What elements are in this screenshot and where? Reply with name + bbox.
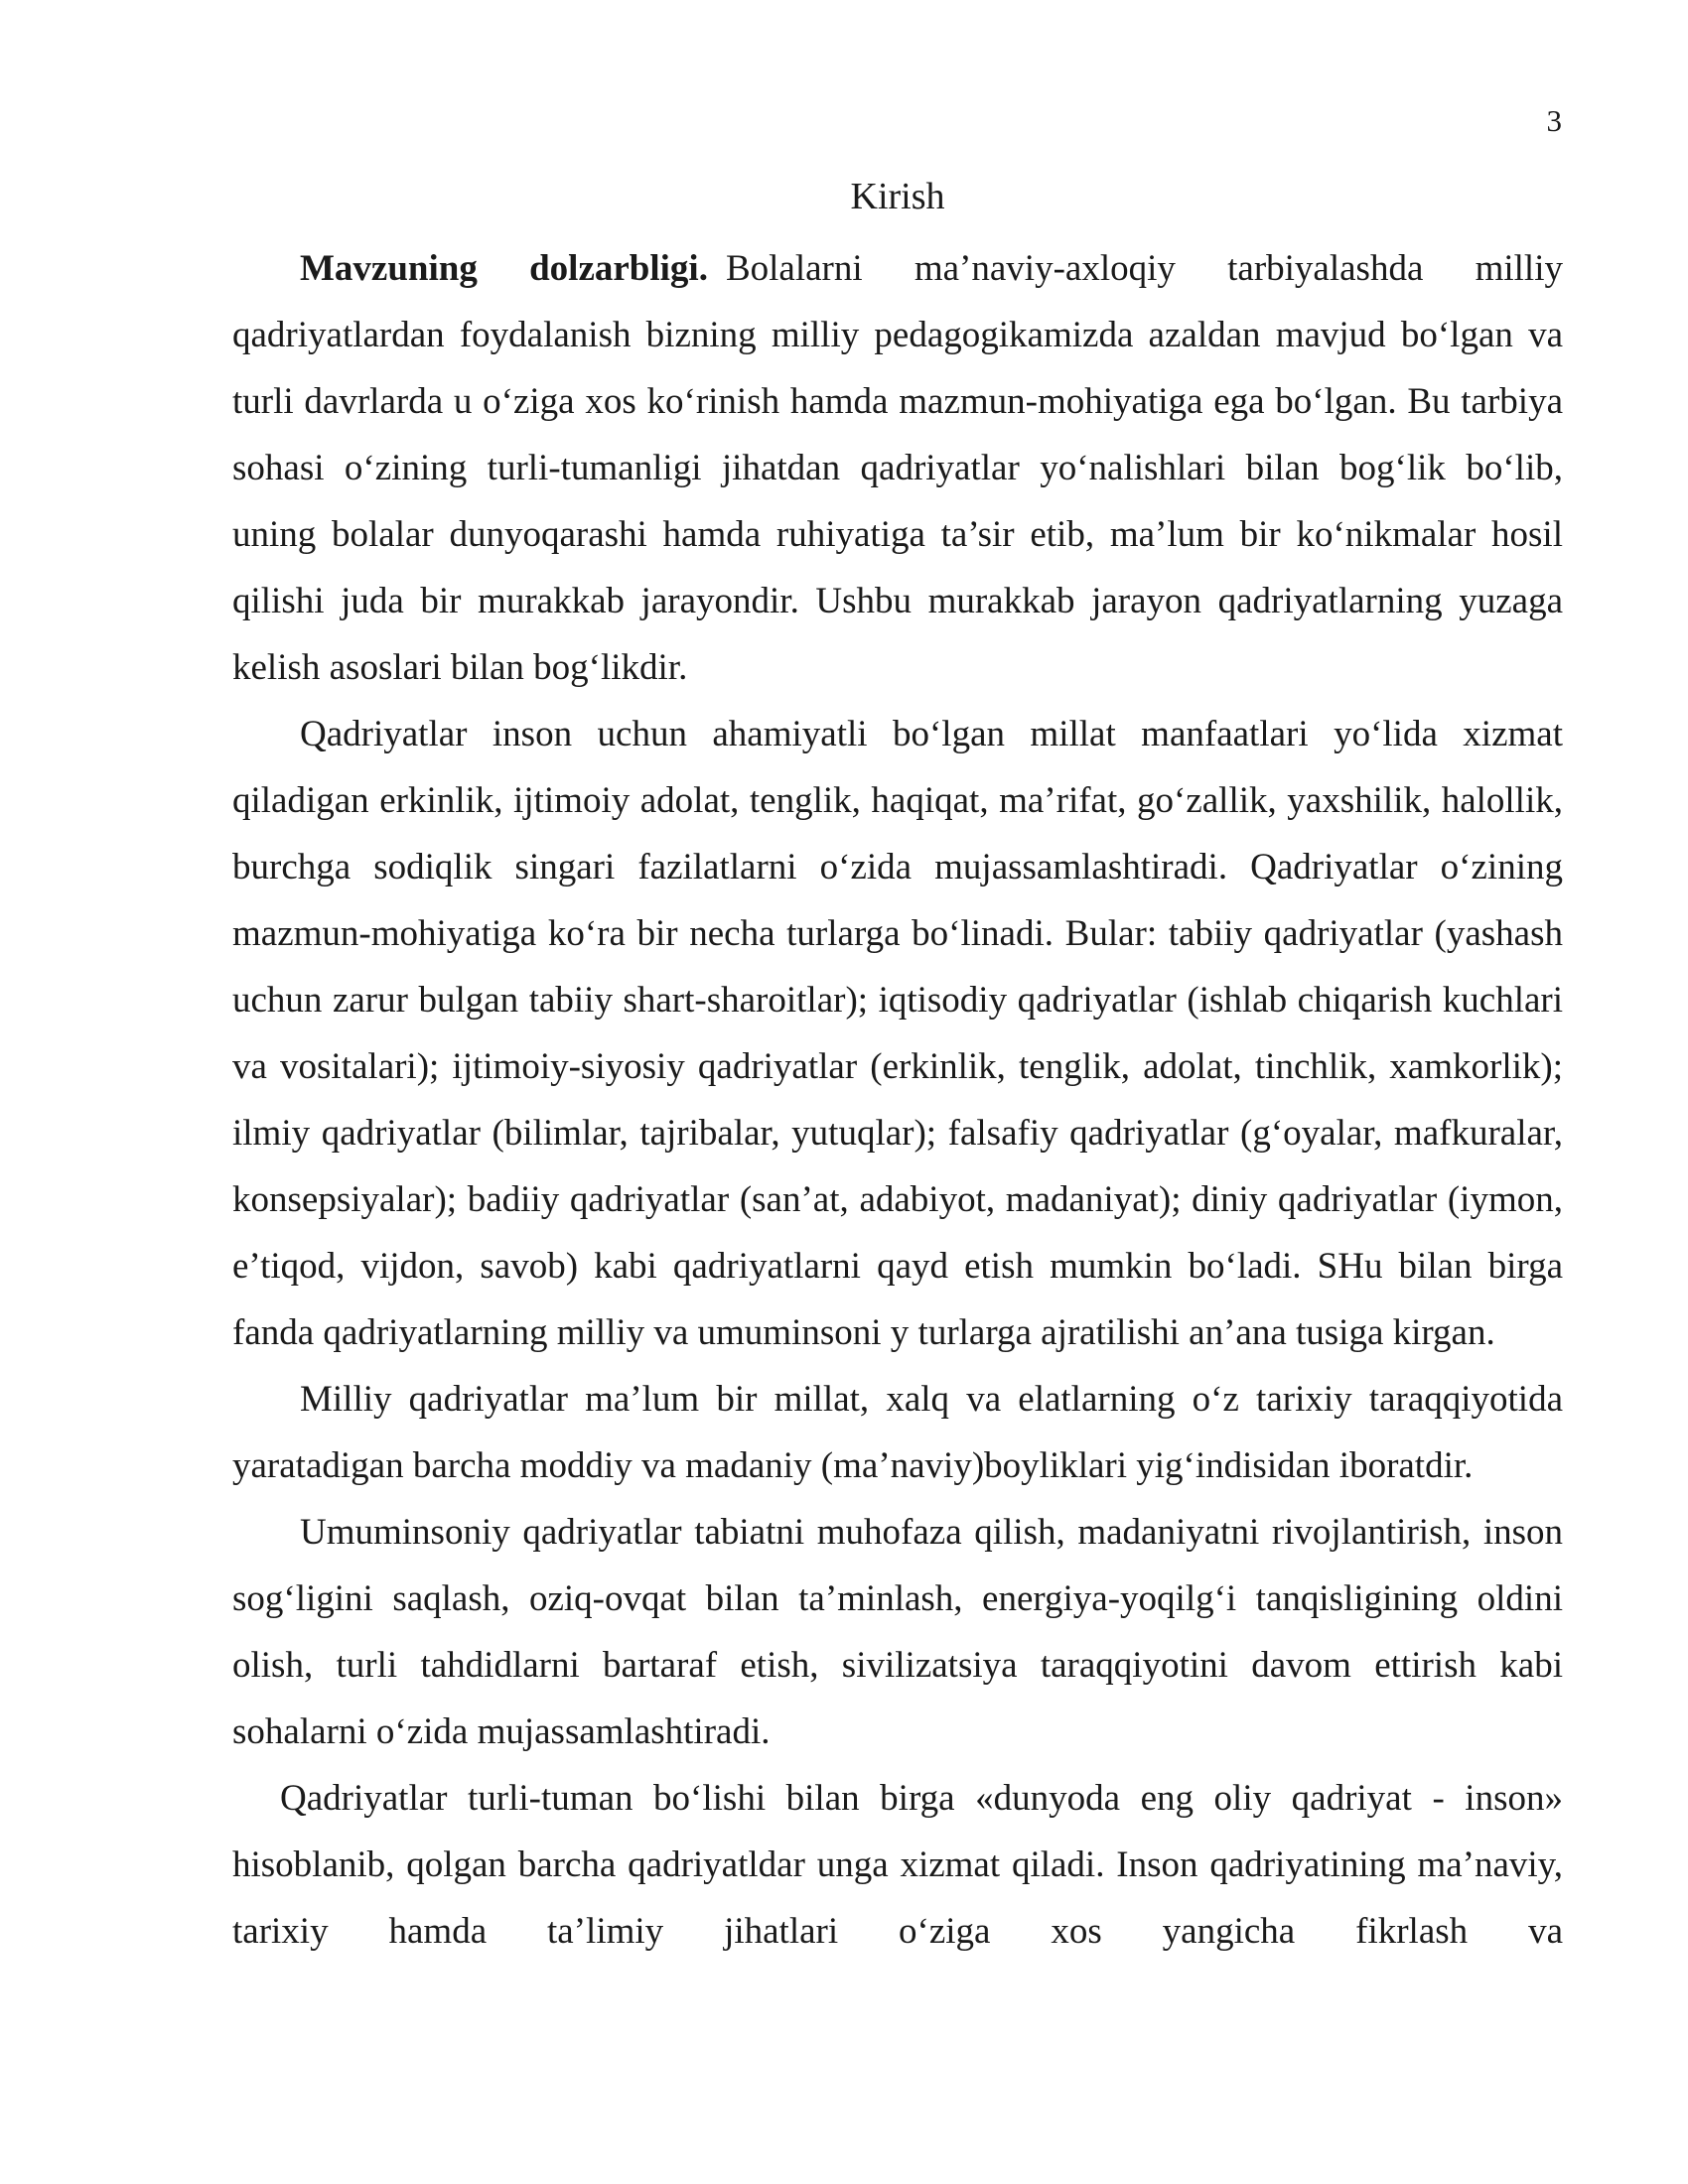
page-number: 3 — [1546, 103, 1562, 138]
paragraph-universal-values: Umuminsoniy qadriyatlar tabiatni muhofaza qilish, madaniyatni rivojlantirish, inson sog‘ligini saqlash, oziq-ovqat bilan ta’minlash, energiya-yoqilg‘i tanqisligining oldini olish, turli tahdidlarni bartaraf etish, sivilizatsiya taraqqiyotini davom ettirish kabi sohalarni o‘zida mujassamlashtiradi. — [232, 1512, 1563, 1752]
section-heading: Kirish — [850, 176, 945, 217]
paragraph-text: Bolalarni ma’naviy-axloqiy tarbiyalashda milliy qadriyatlardan foydalanish bizning milliy pedagogikamizda azaldan mavjud bo‘lgan va turli davrlarda u o‘ziga xos ko‘rinish hamda mazmun-mohiyatiga ega bo‘lgan. Bu tarbiya sohasi o‘zining turli-tumanligi jihatdan qadriyatlar yo‘nalishlari bilan bog‘lik bo‘lib, uning bolalar dunyoqarashi hamda ruhiyatiga ta’sir etib, ma’lum bir ko‘nikmalar hosil qilishi juda bir murakkab jarayondir. Ushbu murakkab jarayon qadriyatlarning yuzaga kelish asoslari bilan bog‘likdir. — [232, 248, 1563, 688]
paragraph-values-types: Qadriyatlar inson uchun ahamiyatli bo‘lgan millat manfaatlari yo‘lida xizmat qiladigan erkinlik, ijtimoiy adolat, tenglik, haqiqat, ma’rifat, go‘zallik, yaxshilik, halollik, burchga sodiqlik singari fazilatlarni o‘zida mujassamlashtiradi. Qadriyatlar o‘zining mazmun-mohiyatiga ko‘ra bir necha turlarga bo‘linadi. Bular: tabiiy qadriyatlar (yashash uchun zarur bulgan tabiiy shart-sharoitlar); iqtisodiy qadriyatlar (ishlab chiqarish kuchlari va vositalari); ijtimoiy-siyosiy qadriyatlar (erkinlik, tenglik, adolat, tinchlik, xamkorlik); ilmiy qadriyatlar (bilimlar, tajribalar, yutuqlar); falsafiy qadriyatlar (g‘oyalar, mafkuralar, konsepsiyalar); badiiy qadriyatlar (san’at, adabiyot, madaniyat); diniy qadriyatlar (iymon, e’tiqod, vijdon, savob) kabi qadriyatlarni qayd etish mumkin bo‘ladi. SHu bilan birga fanda qadriyatlarning milliy va umuminsoni y turlarga ajratilishi an’ana tusiga kirgan. — [232, 714, 1563, 1353]
paragraph-relevance — [232, 235, 1563, 701]
document-body — [232, 169, 1563, 1965]
paragraph-human-value: Qadriyatlar turli-tuman bo‘lishi bilan birga «dunyoda eng oliy qadriyat - inson» hisoblanib, qolgan barcha qadriyatldar unga xizmat qiladi. Inson qadriyatining ma’naviy, tarixiy hamda ta’limiy jihatlari o‘ziga xos yangicha fikrlash va — [232, 1778, 1563, 1952]
paragraph-lead: Mavzuning dolzarbligi. — [300, 248, 708, 289]
paragraph-national-values: Milliy qadriyatlar ma’lum bir millat, xalq va elatlarning o‘z tarixiy taraqqiyotida yaratadigan barcha moddiy va madaniy (ma’naviy)boyliklari yig‘indisidan iboratdir. — [232, 1379, 1563, 1486]
